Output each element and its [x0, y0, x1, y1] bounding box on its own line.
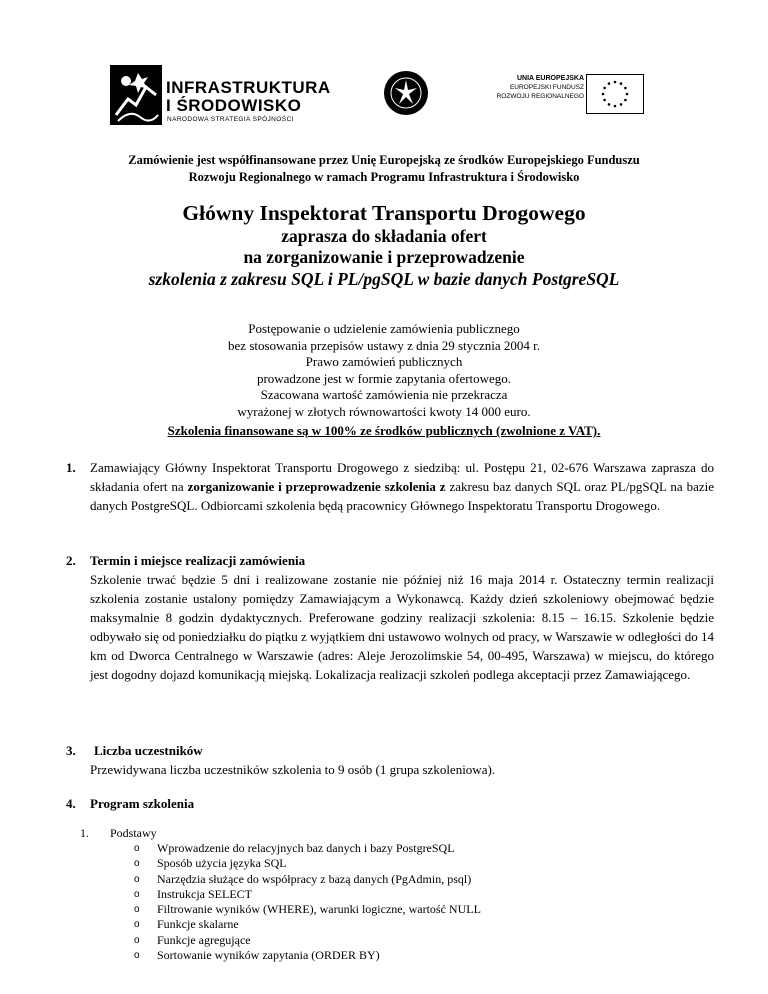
eu-logo — [480, 74, 660, 114]
list-item-text: Wprowadzenie do relacyjnych baz danych i bazy PostgreSQL — [157, 841, 455, 855]
section-3 — [66, 741, 714, 779]
cofinancing-line1: Zamówienie jest współfinansowane przez Unię Europejską ze środków Europejskiego Funduszu — [128, 153, 640, 167]
invitation-heading — [0, 226, 768, 290]
section-1-text-a: Zamawiający Główny Inspektorat Transportu Drogowego z siedzibą: ul. Postępu 21, 02-676 Warszawa zaprasza do składania ofert na — [90, 460, 714, 494]
list-item-text: Funkcje skalarne — [157, 917, 239, 932]
section-1-text-bold: zorganizowanie i przeprowadzenie szkolenia z — [187, 479, 446, 494]
section-3-body — [90, 741, 714, 779]
procedure-line: prowadzone jest w formie zapytania ofertowego. — [256, 370, 512, 386]
bullet-icon: o — [134, 858, 140, 870]
section-1-body — [90, 458, 714, 515]
bullet-icon: o — [134, 934, 140, 946]
invitation-line3: na zorganizowanie i przeprowadzenie — [243, 247, 525, 267]
procedure-line: Postępowanie o udzielenie zamówienia publicznego — [248, 321, 520, 336]
section-3-text: Przewidywana liczba uczestników szkolenia to 9 osób (1 grupa szkoleniowa). — [90, 762, 496, 777]
section-2-body — [90, 551, 714, 684]
section-1 — [66, 458, 714, 515]
list-item-text: Instrukcja SELECT — [157, 886, 252, 901]
program-sublist — [134, 841, 634, 963]
bullet-icon: o — [134, 919, 140, 931]
section-number: 3. — [66, 743, 76, 758]
list-item-text: Sortowanie wyników zapytania (ORDER BY) — [157, 948, 380, 963]
bullet-icon: o — [134, 873, 140, 885]
list-item — [134, 872, 634, 887]
eu-flag-icon — [586, 74, 644, 114]
section-4-body — [90, 794, 714, 813]
list-item-text: Narzędzia służące do współpracy z bazą danych (PgAdmin, psql) — [157, 871, 472, 886]
section-1-text-b: zakresu baz danych SQL oraz PL/pgSQL na bazie danych PostgreSQL. Odbiorcami szkolenia będą pracownicy Głównego Inspektoratu Transportu Drogowego. — [90, 479, 714, 513]
bullet-icon: o — [134, 904, 140, 916]
list-item-text: Funkcje agregujące — [157, 932, 251, 947]
section-4 — [66, 794, 714, 813]
list-item — [134, 841, 634, 856]
program-item-number: 1. — [80, 826, 89, 840]
list-item — [134, 856, 634, 871]
eu-text — [497, 74, 584, 101]
bullet-icon: o — [134, 950, 140, 962]
section-2-heading: Termin i miejsce realizacji zamówienia — [90, 553, 306, 568]
section-1-text — [90, 458, 714, 515]
eu-line2: EUROPEJSKI FUNDUSZ — [509, 84, 584, 91]
list-item-text: Sposób użycia języka SQL — [157, 856, 287, 871]
section-4-heading: Program szkolenia — [90, 796, 195, 811]
eu-line1: UNIA EUROPEJSKA — [516, 75, 584, 82]
invitation-line4: szkolenia z zakresu SQL i PL/pgSQL w bazie danych PostgreSQL — [148, 269, 620, 289]
procedure-line: Szacowana wartość zamówienia nie przekracza — [260, 387, 508, 402]
list-item-text: Filtrowanie wyników (WHERE), warunki logiczne, wartość NULL — [157, 902, 481, 917]
infrastruktura-line1: INFRASTRUKTURA — [166, 78, 331, 97]
list-item — [134, 933, 634, 948]
infrastruktura-line2: I ŚRODOWISKO — [166, 96, 302, 115]
infrastruktura-logo — [110, 65, 331, 125]
cofinancing-line2: Rozwoju Regionalnego w ramach Programu Infrastruktura i Środowisko — [188, 170, 580, 184]
list-item — [134, 917, 634, 932]
section-number: 1. — [66, 460, 76, 475]
program-item-label: Podstawy — [110, 826, 157, 840]
logo-bar — [0, 60, 768, 130]
cofinancing-note — [0, 152, 768, 186]
infrastruktura-emblem-icon — [110, 65, 162, 125]
section-number: 2. — [66, 553, 76, 568]
financing-note: Szkolenia finansowane są w 100% ze środków publicznych (zwolnione z VAT). — [167, 423, 601, 438]
bullet-icon: o — [134, 843, 140, 854]
procedure-line: bez stosowania przepisów ustawy z dnia 29 stycznia 2004 r. — [228, 337, 540, 353]
invitation-line2: zaprasza do składania ofert — [281, 226, 487, 246]
list-item — [134, 887, 634, 902]
gitd-seal-icon — [383, 70, 429, 116]
procedure-line: wyrażonej w złotych równowartości kwoty 14 000 euro. — [237, 403, 531, 419]
procedure-line: Prawo zamówień publicznych — [305, 354, 463, 369]
section-number: 4. — [66, 796, 76, 811]
organization-title: Główny Inspektorat Transportu Drogowego — [182, 201, 586, 225]
infrastruktura-subtitle: NARODOWA STRATEGIA SPÓJNOŚCI — [167, 116, 294, 123]
eu-line3: ROZWOJU REGIONALNEGO — [496, 93, 584, 100]
list-item — [134, 902, 634, 917]
bullet-icon: o — [134, 888, 140, 900]
section-2-text: Szkolenie trwać będzie 5 dni i realizowane zostanie nie później niż 16 maja 2014 r. Ostateczny termin realizacji szkolenia zostanie ustalony pomiędzy Zamawiającym a Wykonawcą. Każdy dzień szkoleniowy obejmować będzie maksymalnie 8 godzin dydaktycznych. Preferowane godziny realizacji szkolenia: 8.15 – 16.15. Szkolenie będzie odbywało się od poniedziałku do piątku z wyjątkiem dni ustawowo wolnych od pracy, w Warszawie w odległości do 14 km od Dworca Centralnego w Warszawie (adres: Aleje Jerozolimskie 54, 00-495, Warszawa) w miejscu, do którego jest dogodny dojazd komunikacją miejską. Lokalizacja realizacji szkoleń podlega akceptacji przez Zamawiającego. — [90, 572, 714, 682]
list-item — [134, 948, 634, 963]
procedure-note — [0, 321, 768, 420]
section-3-heading: Liczba uczestników — [94, 743, 203, 758]
section-2 — [66, 551, 714, 684]
